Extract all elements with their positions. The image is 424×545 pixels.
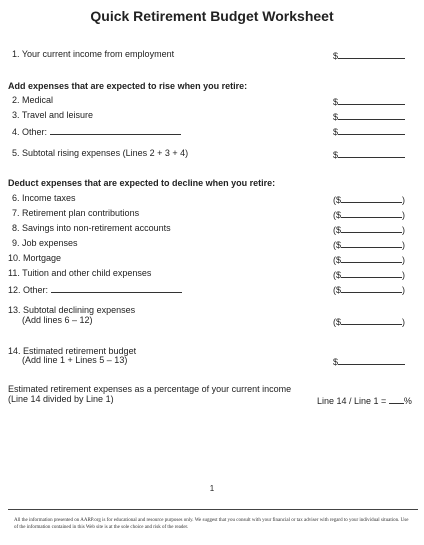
paren-dollar: ($: [333, 240, 342, 250]
item-6-amount[interactable]: [333, 193, 405, 205]
paren-dollar: ($: [333, 285, 342, 295]
item-4-text: 4. Other:: [12, 127, 48, 137]
item-1-input-line[interactable]: [338, 49, 405, 59]
close-paren: ): [402, 270, 406, 280]
item-4-input-line[interactable]: [338, 125, 405, 135]
item-13-label: 13. Subtotal declining expenses: [8, 305, 136, 315]
item-4-other-line[interactable]: [50, 125, 181, 135]
dollar-sign: $: [333, 112, 339, 122]
item-14-input-line[interactable]: [338, 355, 405, 365]
dollar-sign: $: [333, 357, 339, 367]
item-4-label: [12, 125, 181, 137]
dollar-sign: $: [333, 127, 339, 137]
percent-sign: %: [403, 396, 412, 406]
item-11-input-line[interactable]: [341, 268, 402, 278]
worksheet-title: Quick Retirement Budget Worksheet: [90, 8, 334, 24]
close-paren: ): [402, 285, 406, 295]
section-rising-heading: Add expenses that are expected to rise when you retire:: [8, 81, 248, 91]
item-5-input-line[interactable]: [338, 148, 405, 158]
percentage-sublabel: (Line 14 divided by Line 1): [8, 394, 114, 404]
paren-dollar: ($: [333, 317, 342, 327]
percentage-label: Estimated retirement expenses as a percentage of your current income: [8, 384, 292, 394]
close-paren: ): [402, 195, 406, 205]
paren-dollar: ($: [333, 270, 342, 280]
item-10-label: 10. Mortgage: [8, 253, 62, 263]
item-10-amount[interactable]: [333, 253, 405, 265]
item-14-sublabel: (Add line 1 + Lines 5 – 13): [22, 355, 128, 365]
item-11-amount[interactable]: [333, 268, 405, 280]
item-6-input-line[interactable]: [341, 193, 402, 203]
percentage-field[interactable]: [317, 394, 412, 406]
item-3-amount[interactable]: [333, 110, 405, 122]
item-8-amount[interactable]: [333, 223, 405, 235]
item-12-text: 12. Other:: [8, 285, 49, 295]
item-2-input-line[interactable]: [338, 95, 405, 105]
item-13-sublabel: (Add lines 6 – 12): [22, 315, 93, 325]
item-7-input-line[interactable]: [341, 208, 402, 218]
paren-dollar: ($: [333, 210, 342, 220]
item-13-input-line[interactable]: [341, 315, 402, 325]
item-12-input-line[interactable]: [341, 283, 402, 293]
item-3-label: 3. Travel and leisure: [12, 110, 94, 120]
item-11-label: 11. Tuition and other child expenses: [8, 268, 152, 278]
dollar-sign: $: [333, 97, 339, 107]
item-12-other-line[interactable]: [51, 283, 182, 293]
paren-dollar: ($: [333, 255, 342, 265]
item-9-label: 9. Job expenses: [12, 238, 78, 248]
close-paren: ): [402, 255, 406, 265]
page-number: 1: [209, 484, 215, 493]
item-7-amount[interactable]: [333, 208, 405, 220]
item-2-amount[interactable]: [333, 95, 405, 107]
percentage-formula: Line 14 / Line 1 =: [317, 396, 387, 406]
item-12-amount[interactable]: [333, 283, 405, 295]
close-paren: ): [402, 240, 406, 250]
item-7-label: 7. Retirement plan contributions: [12, 208, 140, 218]
close-paren: ): [402, 225, 406, 235]
item-14-amount[interactable]: [333, 355, 405, 367]
item-1-amount[interactable]: [333, 49, 405, 61]
section-declining-heading: Deduct expenses that are expected to decline when you retire:: [8, 178, 276, 188]
dollar-sign: $: [333, 51, 339, 61]
item-13-amount[interactable]: [333, 315, 405, 327]
percentage-input-line[interactable]: [389, 394, 404, 404]
item-6-label: 6. Income taxes: [12, 193, 76, 203]
item-10-input-line[interactable]: [341, 253, 402, 263]
close-paren: ): [402, 317, 406, 327]
item-14-label: 14. Estimated retirement budget: [8, 346, 137, 356]
item-5-amount[interactable]: [333, 148, 405, 160]
paren-dollar: ($: [333, 195, 342, 205]
item-5-label: 5. Subtotal rising expenses (Lines 2 + 3 + 4): [12, 148, 189, 158]
item-3-input-line[interactable]: [338, 110, 405, 120]
item-4-amount[interactable]: [333, 125, 405, 137]
item-9-amount[interactable]: [333, 238, 405, 250]
item-2-label: 2. Medical: [12, 95, 54, 105]
item-8-input-line[interactable]: [341, 223, 402, 233]
footer-divider: [8, 509, 418, 510]
paren-dollar: ($: [333, 225, 342, 235]
item-1-label: 1. Your current income from employment: [12, 49, 175, 59]
footer-disclaimer: All the information presented on AARP.org is for educational and resource purposes only. We suggest that you consult with your financial or tax adviser with regard to your individual situation. Use of the information contained in this Web site is at the sole choice and risk of the reader.: [14, 518, 409, 530]
item-8-label: 8. Savings into non-retirement accounts: [12, 223, 171, 233]
item-12-label: [8, 283, 182, 295]
item-9-input-line[interactable]: [341, 238, 402, 248]
dollar-sign: $: [333, 150, 339, 160]
close-paren: ): [402, 210, 406, 220]
